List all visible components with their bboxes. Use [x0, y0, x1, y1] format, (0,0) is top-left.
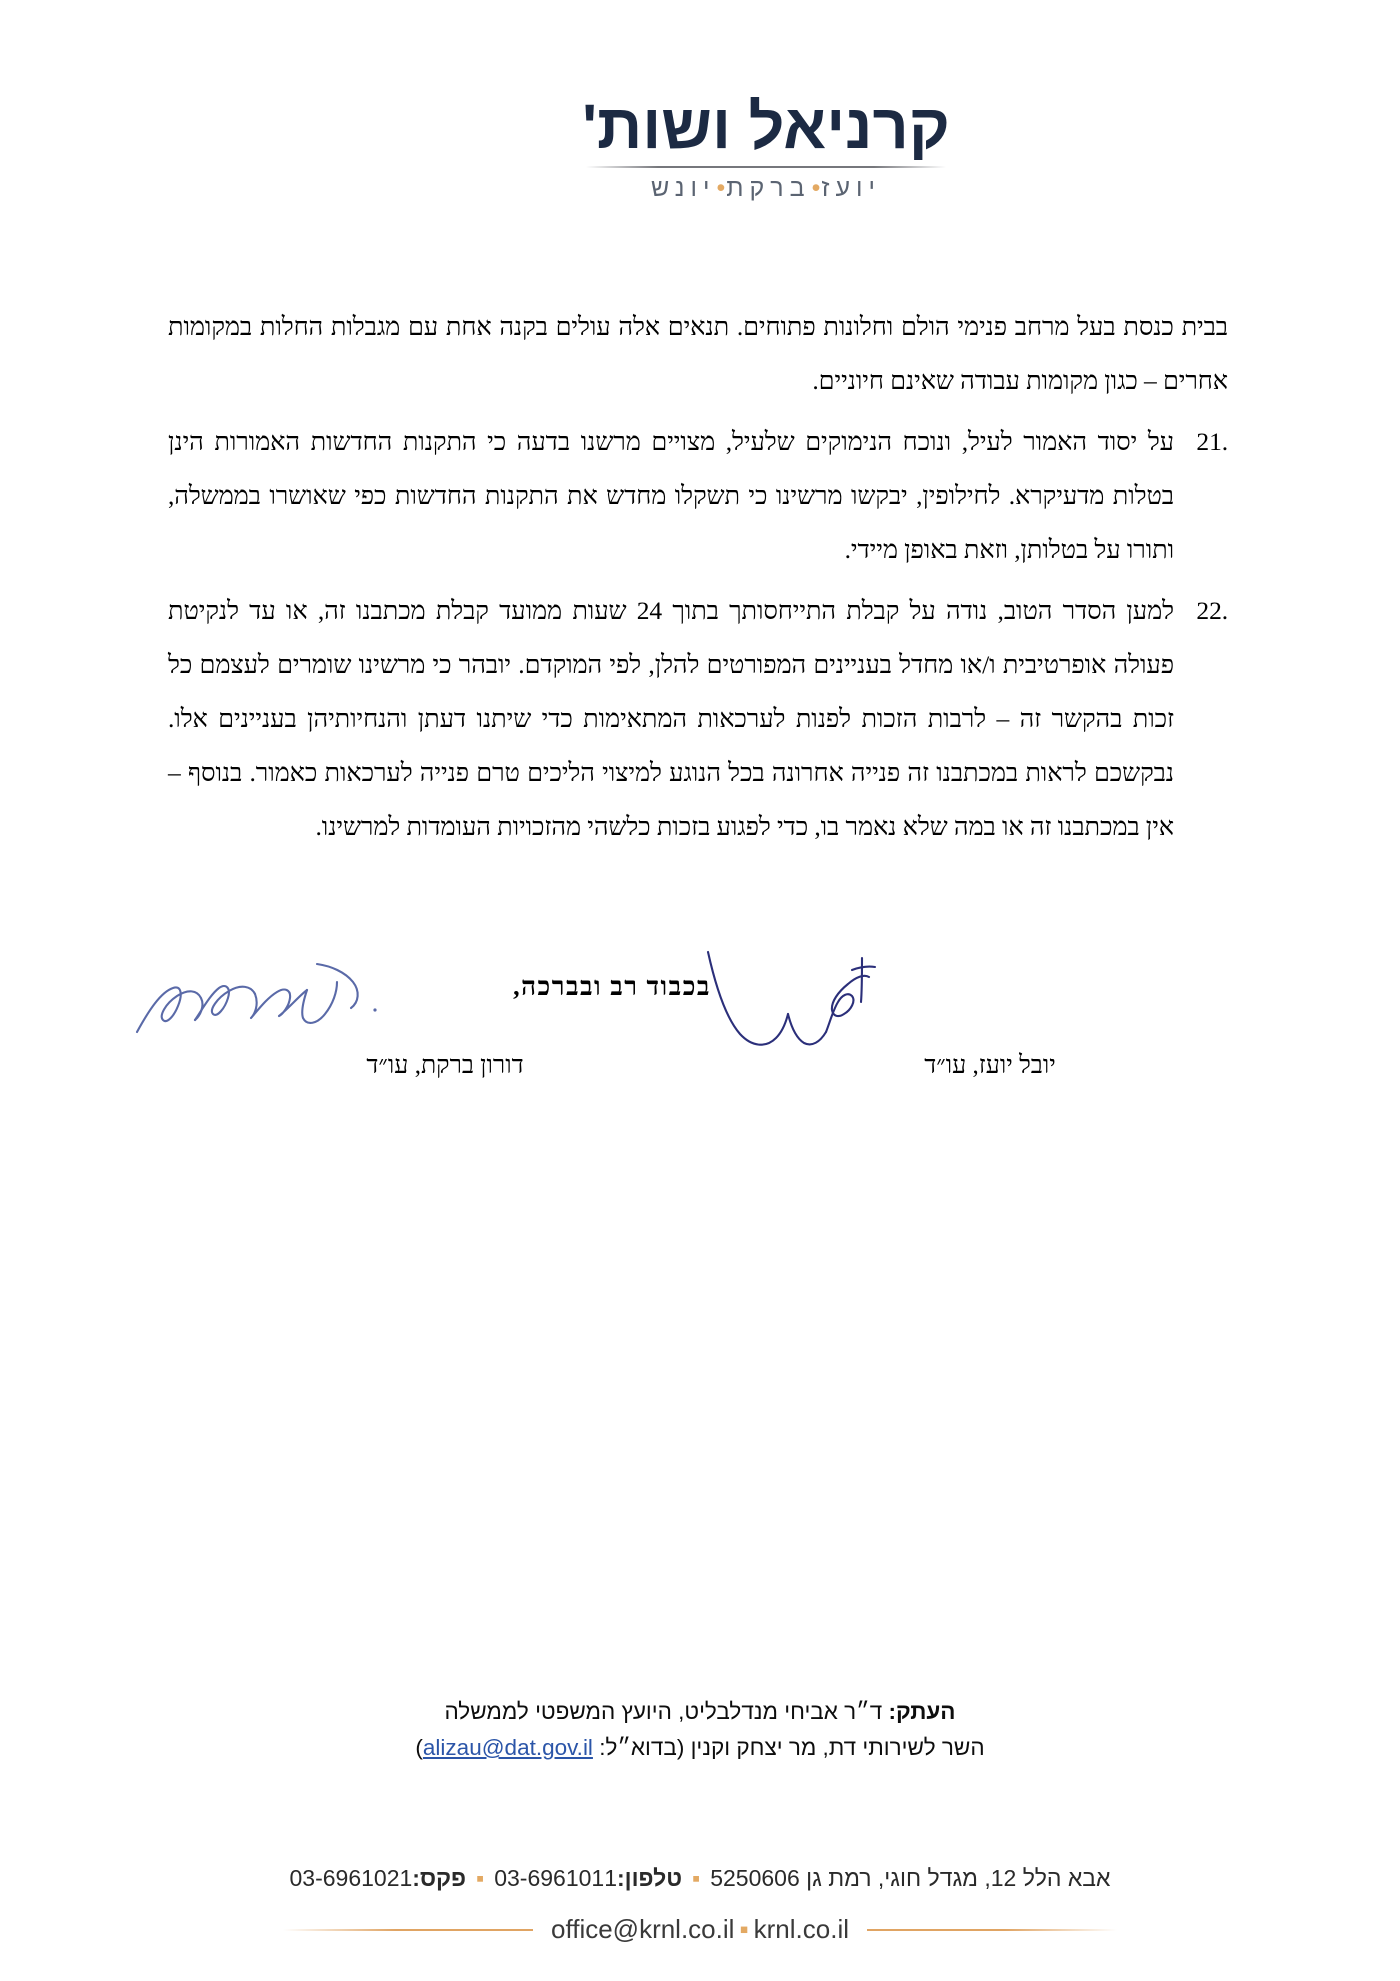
footer-rule-right: [867, 1929, 1117, 1931]
footer-web-text: [551, 1914, 849, 1945]
cc-recipient-1: ד״ר אביחי מנדלבליט, היועץ המשפטי לממשלה: [444, 1699, 883, 1724]
logo-wordmark: [582, 86, 950, 216]
letter-body: [168, 300, 1228, 861]
partner-name-1: יועז: [821, 174, 881, 203]
cc-block: [0, 1694, 1400, 1766]
cc-line-1: [0, 1694, 1400, 1730]
krnl-logo-mark: [450, 86, 566, 216]
footer-fax-label: פקס:: [412, 1865, 467, 1891]
footer-fax-value: 03-6961021: [289, 1865, 413, 1891]
paragraph-text: למען הסדר הטוב, נודה על קבלת התייחסותך בתוך 24 שעות ממועד קבלת מכתבנו זה, או עד לנקיטת פעולה אופרטיבית ו/או מחדל בעניינים המפורטים להלן, לפי המוקדם. יובהר כי מרשינו שומרים לעצמם כל זכות בהקשר זה – לרבות הזכות לפנות לערכאות המתאימות כדי שיתנו דעתן והנחיותיהן בעניינים אלו. נבקשכם לראות במכתבנו זה פנייה אחרונה בכל הנוגע למיצוי הליכים טרם פנייה לערכאות כאמור. בנוסף – אין במכתבנו זה או במה שלא נאמר בו, כדי לפגוע בזכות כלשהי מהזכויות העומדות למרשינו.: [168, 596, 1174, 841]
numbered-paragraph-21: [168, 415, 1228, 577]
closing-salutation-row: [0, 972, 1400, 1002]
footer-rule-left: [283, 1929, 533, 1931]
paragraph-number: 22.: [1196, 596, 1228, 625]
firm-name: קרניאל ושות': [582, 91, 950, 162]
bullet-separator-icon: ▪: [476, 1865, 485, 1891]
footer-website[interactable]: krnl.co.il: [753, 1914, 849, 1944]
paragraph-number: 21.: [1196, 427, 1228, 456]
firm-partners-subtitle: [582, 174, 950, 203]
cc-recipient-2-prefix: השר לשירותי דת, מר יצחק וקנין (בדוא״ל:: [592, 1735, 985, 1760]
paragraph-continued: בבית כנסת בעל מרחב פנימי הולם וחלונות פתוחים. תנאים אלה עולים בקנה אחת עם מגבלות החלות במקומות אחרים – כגון מקומות עבודה שאינם חיוניים.: [168, 312, 1228, 395]
cc-email-link[interactable]: alizau@dat.gov.il: [422, 1735, 593, 1760]
signatory-name: דורון ברקת, עו״ד: [366, 1052, 524, 1079]
footer-address: אבא הלל 12, מגדל חוגי, רמת גן 5250606: [710, 1865, 1111, 1891]
cc-recipient-2-suffix: ): [415, 1735, 423, 1760]
dot-separator-icon: •: [716, 174, 726, 203]
dot-separator-icon: •: [811, 174, 821, 203]
logo-mark-kr: KR: [468, 90, 549, 151]
letterhead: [0, 86, 1400, 216]
footer-phone-value: 03-6961011: [494, 1865, 617, 1891]
footer-web-line: [0, 1914, 1400, 1945]
footer-phone-label: טלפון:: [617, 1865, 683, 1891]
closing-salutation: בכבוד רב ובברכה,: [513, 972, 711, 1001]
cc-line-2: [0, 1730, 1400, 1766]
footer: [0, 1865, 1400, 1945]
partner-name-3: יונש: [651, 174, 716, 203]
partner-name-2: ברקת: [726, 174, 811, 203]
footer-email[interactable]: office@krnl.co.il: [551, 1914, 735, 1944]
handwritten-signature-icon: [590, 948, 990, 1058]
bullet-separator-icon: ▪: [739, 1914, 749, 1944]
paragraph-text: על יסוד האמור לעיל, ונוכח הנימוקים שלעיל, מצויים מרשנו בדעה כי התקנות החדשות האמורות הינן בטלות מדעיקרא. לחילופין, יבקשו מרשינו כי תשקלו מחדש את התקנות החדשות כפי שאושרו בממשלה, ותורו על בטלותן, וזאת באופן מיידי.: [168, 427, 1174, 564]
logo-divider: [586, 166, 946, 168]
signatory-name: יובל יועז, עו״ד: [924, 1052, 1056, 1079]
signature-area: [150, 1052, 1250, 1260]
footer-contact-line: [0, 1865, 1400, 1892]
handwritten-signature-icon: [45, 948, 445, 1058]
bullet-separator-icon: ▪: [692, 1865, 701, 1891]
cc-label: העתק:: [888, 1699, 956, 1724]
numbered-paragraph-22: [168, 584, 1228, 854]
logo-mark-nl: NL: [471, 153, 546, 214]
